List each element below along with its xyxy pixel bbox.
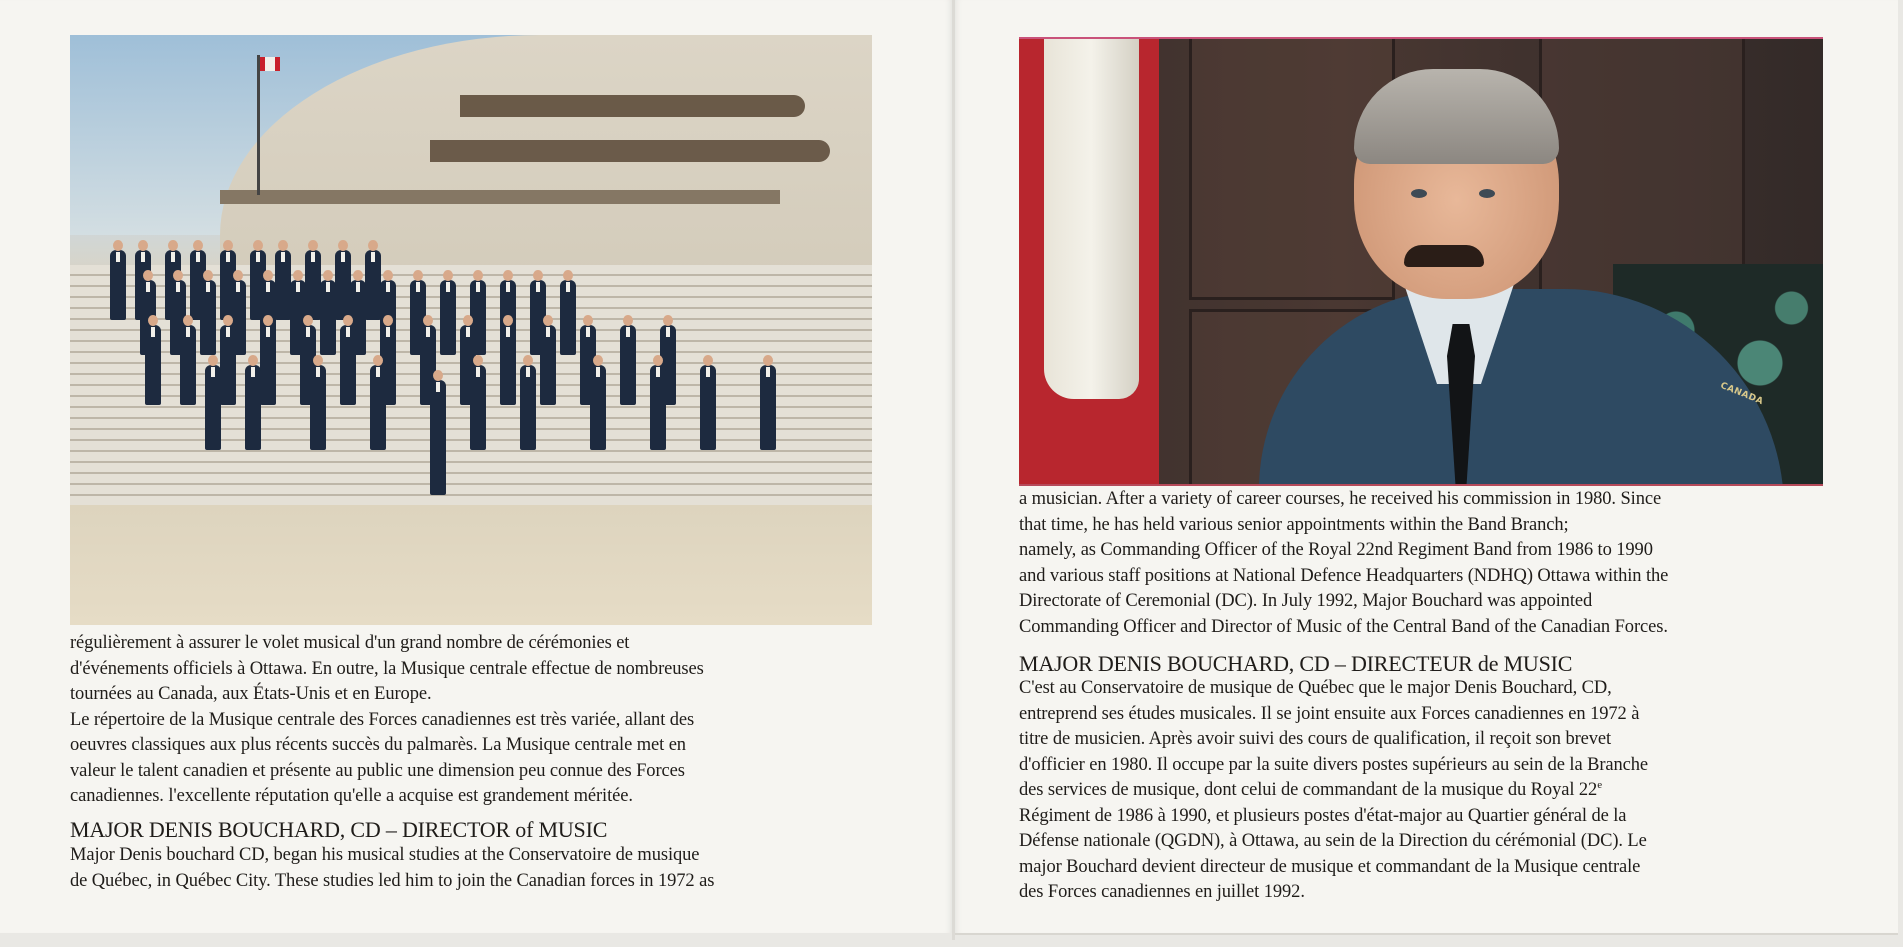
band-member xyxy=(180,325,196,405)
band-member xyxy=(700,365,716,450)
band-member xyxy=(760,365,776,450)
band-member xyxy=(245,365,261,450)
band-member xyxy=(470,365,486,450)
text-line xyxy=(1019,778,1879,804)
band-member xyxy=(370,365,386,450)
band-member xyxy=(500,325,516,405)
text-line: tournées au Canada, aux États-Unis et en Europe. xyxy=(70,684,432,704)
text-line: Le répertoire de la Musique centrale des Forces canadiennes est très variée, allant des xyxy=(70,709,695,730)
band-member xyxy=(520,365,536,450)
english-heading: MAJOR DENIS BOUCHARD, CD – DIRECTOR of MUSIC xyxy=(70,817,608,842)
band-member xyxy=(620,325,636,405)
text-line: des Forces canadiennes en juillet 1992. xyxy=(1019,882,1305,902)
band-member xyxy=(305,250,321,320)
english-bio-text xyxy=(70,843,930,894)
text-line: d'événements officiels à Ottawa. En outre, la Musique centrale effectue de nombreuses xyxy=(70,658,704,679)
band-member xyxy=(205,365,221,450)
text-line: namely, as Commanding Officer of the Royal 22nd Regiment Band from 1986 to 1990 xyxy=(1019,540,1653,560)
superscript: e xyxy=(1597,778,1602,791)
text-line: oeuvres classiques aux plus récents succès du palmarès. La Musique centrale met en xyxy=(70,735,686,755)
text-line: major Bouchard devient directeur de musique et commandant de la Musique centrale xyxy=(1019,856,1641,877)
band-member xyxy=(200,280,216,355)
french-heading: MAJOR DENIS BOUCHARD, CD – DIRECTEUR de MUSIC xyxy=(1019,651,1573,676)
band-member xyxy=(145,325,161,405)
band-member xyxy=(340,325,356,405)
text-line: régulièrement à assurer le volet musical d'un grand nombre de cérémonies et xyxy=(70,633,630,653)
text-line: a musician. After a variety of career courses, he received his commission in 1980. Since xyxy=(1019,489,1662,509)
french-intro-text xyxy=(70,631,910,810)
text-line: C'est au Conservatoire de musique de Québec que le major Denis Bouchard, CD, xyxy=(1019,678,1612,698)
text-line: Régiment de 1986 à 1990, et plusieurs postes d'état-major au Quartier général de la xyxy=(1019,805,1627,826)
band-photo xyxy=(70,35,872,625)
text-line: Défense nationale (QGDN), à Ottawa, au sein de la Direction du cérémonial (DC). Le xyxy=(1019,831,1647,851)
text-line: d'officier en 1980. Il occupe par la suite divers postes supérieurs au sein de la Branche xyxy=(1019,754,1649,775)
text-line: entreprend ses études musicales. Il se joint ensuite aux Forces canadiennes en 1972 à xyxy=(1019,703,1640,724)
band-member xyxy=(430,380,446,495)
text-line: Commanding Officer and Director of Music of the Central Band of the Canadian Forces. xyxy=(1019,616,1668,637)
text-line: canadiennes. l'excellente réputation qu'elle a acquise est grandement méritée. xyxy=(70,786,633,806)
text-line: Major Denis bouchard CD, began his musical studies at the Conservatoire de musique xyxy=(70,845,700,865)
band-member xyxy=(440,280,456,355)
text-line: that time, he has held various senior appointments within the Band Branch; xyxy=(1019,514,1569,535)
band-member xyxy=(560,280,576,355)
band-member xyxy=(335,250,351,320)
text-line: titre de musicien. Après avoir suivi des cours de qualification, il reçoit son brevet xyxy=(1019,729,1612,749)
text-line: valeur le talent canadien et présente au public une dimension peu connue des Forces xyxy=(70,760,685,781)
band-member xyxy=(540,325,556,405)
band-member xyxy=(320,280,336,355)
band-member xyxy=(310,365,326,450)
director-portrait xyxy=(1019,37,1823,486)
text-line: Directorate of Ceremonial (DC). In July 1992, Major Bouchard was appointed xyxy=(1019,591,1593,611)
band-member xyxy=(275,250,291,320)
band-member xyxy=(650,365,666,450)
band-member xyxy=(110,250,126,320)
band-member xyxy=(590,365,606,450)
band-member xyxy=(260,325,276,405)
left-page xyxy=(0,0,952,933)
shoulder-patch: CANADA xyxy=(1718,380,1765,408)
french-bio-text xyxy=(1019,676,1879,906)
canadian-flag-icon xyxy=(260,57,280,71)
flagpole xyxy=(257,55,260,195)
text-line: and various staff positions at National Defence Headquarters (NDHQ) Ottawa within the xyxy=(1019,565,1669,586)
band-member xyxy=(365,250,381,320)
band-member xyxy=(220,325,236,405)
text-line: de Québec, in Québec City. These studies led him to join the Canadian forces in 1972 as xyxy=(70,870,715,891)
text-line-body: des services de musique, dont celui de commandant de la musique du Royal 22 xyxy=(1019,780,1598,800)
english-bio-continued xyxy=(1019,487,1879,640)
